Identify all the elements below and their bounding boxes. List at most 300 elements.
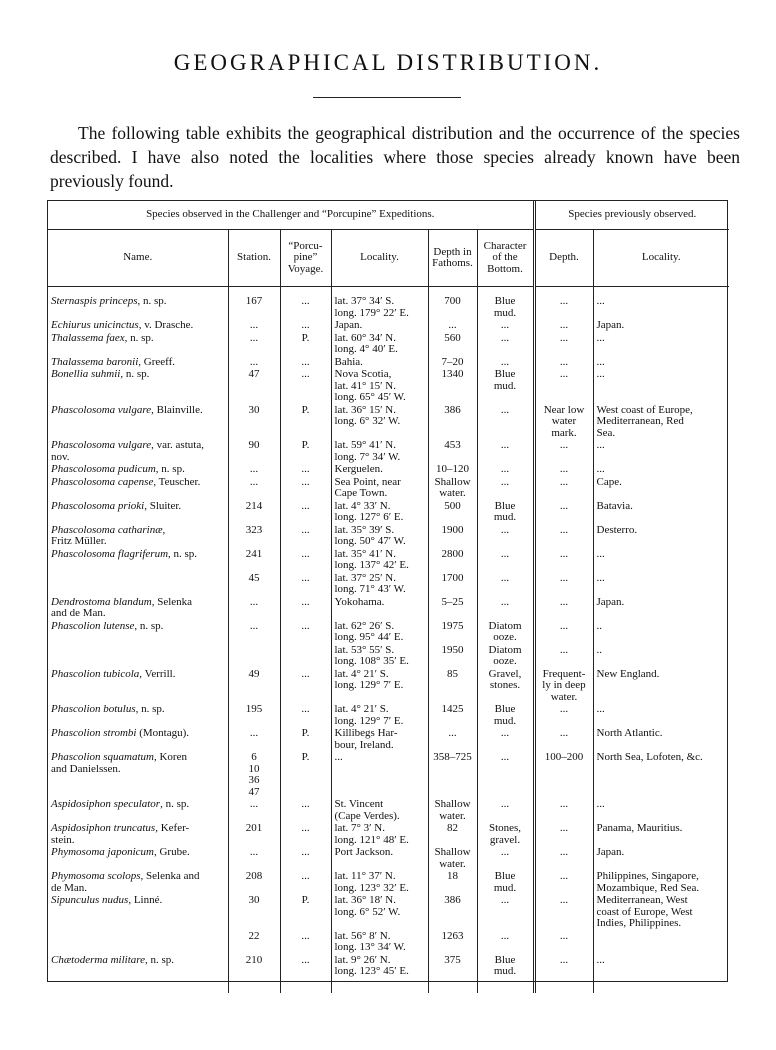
depth-cell — [428, 463, 477, 476]
station-cell — [228, 404, 280, 440]
species-binomial: Phascolion botulus — [51, 703, 136, 715]
station-cell-text: 47 — [248, 368, 260, 380]
porcupine-cell-text: ... — [301, 619, 310, 632]
bottom-cell-text: Gravel, stones. — [488, 667, 522, 691]
bottom-cell — [477, 930, 534, 954]
prev-locality-cell — [593, 476, 729, 500]
prev-depth-cell — [534, 319, 593, 332]
prev-locality-cell-text: ... — [596, 295, 605, 307]
locality-cell — [331, 368, 428, 404]
bottom-cell-text: ... — [500, 798, 510, 810]
depth-cell — [428, 822, 477, 846]
depth-cell — [428, 954, 477, 978]
species-name — [48, 463, 228, 476]
species-authority: , v. Drasche. — [138, 319, 194, 331]
station-cell-text: 49 — [248, 667, 260, 680]
station-cell — [228, 596, 280, 620]
prev-depth-cell — [534, 954, 593, 978]
porcupine-cell-text: P. — [301, 331, 310, 344]
bottom-cell — [477, 524, 534, 548]
prev-locality-cell-text: Panama, Mauritius. — [596, 822, 683, 834]
table-row — [48, 287, 729, 320]
depth-cell-text: ... — [448, 319, 457, 331]
bottom-cell — [477, 439, 534, 463]
bottom-cell-text: Diatom ooze. — [488, 619, 522, 643]
prev-depth-cell — [534, 703, 593, 727]
prev-depth-cell-text: ... — [559, 368, 569, 380]
prev-locality-cell-text: ... — [596, 355, 605, 368]
species-name — [48, 368, 228, 404]
prev-locality-cell — [593, 668, 729, 704]
species-binomial: Phascolion lutense — [51, 619, 135, 632]
depth-cell-text: 1950 — [441, 643, 464, 656]
locality-cell-text: lat. 37° 25′ N. long. 71° 43′ W. — [334, 571, 406, 595]
depth-cell — [428, 572, 477, 596]
porcupine-cell-text: P. — [301, 439, 310, 451]
prev-locality-cell-text: North Sea, Lofoten, &c. — [596, 751, 703, 763]
porcupine-cell — [280, 572, 331, 596]
table-row — [48, 500, 729, 524]
col-header-station: Station. — [228, 230, 280, 287]
depth-cell-text: 700 — [444, 295, 461, 307]
prev-depth-cell — [534, 751, 593, 798]
intro-text: The following table exhibits the geographical distribution and the occurrence of the species described. I have also noted the localities where those species already known have been previously found. — [50, 123, 740, 191]
table-row — [48, 439, 729, 463]
prev-locality-cell — [593, 620, 729, 644]
bottom-cell-text: ... — [500, 571, 510, 584]
depth-cell — [428, 356, 477, 369]
species-name — [48, 798, 228, 822]
prev-depth-cell-text: ... — [559, 475, 569, 488]
prev-locality-cell-text: .. — [596, 619, 602, 632]
porcupine-cell — [280, 822, 331, 846]
porcupine-cell — [280, 703, 331, 727]
depth-cell — [428, 751, 477, 798]
prev-locality-cell — [593, 751, 729, 798]
bottom-cell — [477, 703, 534, 727]
locality-cell-text: lat. 56° 8′ N. long. 13° 34′ W. — [334, 929, 406, 953]
group-header-previous: Species previously observed. — [534, 201, 729, 230]
porcupine-cell-text: ... — [301, 667, 310, 680]
depth-cell — [428, 332, 477, 356]
porcupine-cell — [280, 894, 331, 930]
locality-cell-text: lat. 4° 33′ N. long. 127° 6′ E. — [334, 499, 404, 523]
porcupine-cell — [280, 439, 331, 463]
prev-depth-cell-text: ... — [559, 953, 569, 966]
depth-cell-text: 1900 — [441, 523, 464, 536]
prev-depth-cell — [534, 846, 593, 870]
prev-depth-cell-text: ... — [559, 870, 569, 882]
bottom-cell-text: ... — [500, 846, 510, 858]
species-authority: , n. sp. — [145, 953, 175, 966]
station-cell — [228, 822, 280, 846]
station-cell — [228, 751, 280, 798]
locality-cell-text: lat. 35° 41′ N. long. 137° 42′ E. — [334, 547, 409, 571]
species-binomial: Aspidosiphon speculator — [51, 798, 161, 810]
distribution-table — [47, 200, 728, 982]
species-name — [48, 930, 228, 954]
depth-cell-text: 7–20 — [441, 355, 464, 368]
depth-cell — [428, 894, 477, 930]
prev-depth-cell-text: ... — [559, 894, 569, 906]
table-row — [48, 572, 729, 596]
prev-locality-cell — [593, 356, 729, 369]
depth-cell — [428, 870, 477, 894]
porcupine-cell — [280, 798, 331, 822]
prev-depth-cell-text: ... — [559, 355, 569, 368]
locality-cell-text: lat. 11° 37′ N. long. 123° 32′ E. — [334, 870, 409, 894]
species-authority: , Selenka and de Man. — [51, 595, 193, 619]
porcupine-cell-text: ... — [301, 499, 310, 512]
prev-locality-cell-text: Philippines, Singapore, Mozambique, Red Sea. — [596, 870, 700, 894]
station-cell — [228, 620, 280, 644]
bottom-cell — [477, 954, 534, 978]
depth-cell-text: Shallow water. — [434, 475, 471, 499]
depth-cell-text: ... — [448, 727, 457, 739]
prev-locality-cell — [593, 500, 729, 524]
prev-depth-cell-text: 100–200 — [544, 751, 584, 763]
station-cell-text: ... — [249, 798, 259, 810]
locality-cell — [331, 954, 428, 978]
station-cell — [228, 870, 280, 894]
locality-cell-text: lat. 59° 41′ N. long. 7° 34′ W. — [334, 439, 401, 463]
table-row — [48, 548, 729, 572]
depth-cell-text: 82 — [447, 822, 458, 834]
depth-cell-text: 560 — [444, 331, 461, 344]
bottom-cell-text: ... — [500, 547, 510, 560]
prev-depth-cell — [534, 894, 593, 930]
species-name — [48, 332, 228, 356]
bottom-cell — [477, 894, 534, 930]
table-row — [48, 404, 729, 440]
table-row — [48, 846, 729, 870]
bottom-cell — [477, 404, 534, 440]
depth-cell-text: 500 — [444, 499, 461, 512]
species-authority: , Koren and Danielssen. — [51, 751, 187, 775]
porcupine-cell-text: P. — [301, 894, 310, 906]
porcupine-cell — [280, 319, 331, 332]
species-binomial: Chætoderma militare — [51, 953, 146, 966]
bottom-cell-text: ... — [500, 523, 510, 536]
table-row — [48, 356, 729, 369]
porcupine-cell-text: ... — [301, 822, 310, 834]
species-authority: , Greeff. — [138, 355, 176, 368]
porcupine-cell — [280, 404, 331, 440]
prev-depth-cell — [534, 332, 593, 356]
species-authority: , Sluiter. — [144, 499, 182, 512]
locality-cell — [331, 822, 428, 846]
station-cell — [228, 368, 280, 404]
locality-cell-text: lat. 35° 39′ S. long. 50° 47′ W. — [334, 523, 406, 547]
species-name — [48, 319, 228, 332]
bottom-cell — [477, 822, 534, 846]
station-cell — [228, 500, 280, 524]
prev-locality-cell — [593, 703, 729, 727]
depth-cell-text: 1700 — [441, 571, 464, 584]
porcupine-cell-text: P. — [301, 403, 310, 416]
table-row — [48, 870, 729, 894]
station-cell — [228, 846, 280, 870]
species-binomial: Phymosoma japonicum — [51, 846, 154, 858]
prev-depth-cell — [534, 500, 593, 524]
porcupine-cell — [280, 368, 331, 404]
species-binomial: Aspidosiphon truncatus — [51, 822, 156, 834]
depth-cell — [428, 404, 477, 440]
species-name — [48, 846, 228, 870]
locality-cell — [331, 572, 428, 596]
locality-cell-text: lat. 4° 21′ S. long. 129° 7′ E. — [334, 703, 404, 727]
bottom-cell — [477, 548, 534, 572]
locality-cell — [331, 703, 428, 727]
station-cell-text: 210 — [245, 953, 263, 966]
species-authority: (Montagu). — [136, 727, 190, 739]
species-binomial: Sipunculus nudus — [51, 894, 129, 906]
species-name — [48, 524, 228, 548]
prev-locality-cell — [593, 822, 729, 846]
prev-depth-cell-text: ... — [559, 523, 569, 536]
porcupine-cell — [280, 332, 331, 356]
depth-cell — [428, 846, 477, 870]
locality-cell — [331, 463, 428, 476]
species-binomial: Thalassema baronii — [51, 355, 139, 368]
bottom-cell — [477, 287, 534, 320]
station-cell — [228, 548, 280, 572]
locality-cell — [331, 644, 428, 668]
species-binomial: Phascolion strombi — [51, 727, 137, 739]
bottom-cell-text: ... — [500, 894, 510, 906]
porcupine-cell-text: ... — [301, 953, 310, 966]
locality-cell — [331, 846, 428, 870]
porcupine-cell — [280, 620, 331, 644]
species-binomial: Sternaspis princeps — [51, 295, 138, 307]
prev-locality-cell — [593, 332, 729, 356]
locality-cell-text: Port Jackson. — [334, 846, 394, 858]
species-binomial: Phascolosoma pudicum — [51, 463, 156, 475]
prev-depth-cell — [534, 524, 593, 548]
prev-locality-cell — [593, 463, 729, 476]
table-row — [48, 703, 729, 727]
prev-depth-cell-text: ... — [559, 547, 569, 560]
locality-cell — [331, 319, 428, 332]
porcupine-cell — [280, 870, 331, 894]
locality-cell-text: ... — [334, 751, 343, 763]
locality-cell-text: lat. 4° 21′ S. long. 129° 7′ E. — [334, 667, 404, 691]
prev-depth-cell — [534, 727, 593, 751]
table-row — [48, 751, 729, 798]
depth-cell-text: 386 — [444, 894, 461, 906]
porcupine-cell — [280, 463, 331, 476]
prev-depth-cell-text: ... — [559, 319, 569, 331]
species-name — [48, 404, 228, 440]
species-name — [48, 703, 228, 727]
col-header-prev-locality: Locality. — [593, 230, 729, 287]
locality-cell — [331, 332, 428, 356]
locality-cell-text: lat. 7° 3′ N. long. 121° 48′ E. — [334, 822, 409, 846]
station-cell — [228, 287, 280, 320]
table-body — [48, 287, 729, 993]
locality-cell — [331, 596, 428, 620]
porcupine-cell — [280, 751, 331, 798]
species-binomial: Thalassema faex — [51, 331, 125, 344]
locality-cell-text: Killibegs Har- bour, Ireland. — [334, 727, 398, 751]
depth-cell — [428, 368, 477, 404]
bottom-cell — [477, 368, 534, 404]
depth-cell-text: 375 — [444, 953, 461, 966]
table-row — [48, 822, 729, 846]
bottom-cell-text: ... — [500, 319, 510, 331]
prev-depth-cell — [534, 287, 593, 320]
bottom-cell-text: Blue mud. — [493, 499, 517, 523]
prev-locality-cell-text: North Atlantic. — [596, 727, 663, 739]
prev-depth-cell — [534, 798, 593, 822]
station-cell-text: 45 — [248, 571, 260, 584]
porcupine-cell — [280, 727, 331, 751]
station-cell-text: ... — [249, 846, 259, 858]
locality-cell — [331, 404, 428, 440]
depth-cell — [428, 727, 477, 751]
species-authority: , n. sp. — [155, 463, 185, 475]
species-authority: , n. sp. — [137, 295, 167, 307]
locality-cell — [331, 524, 428, 548]
station-cell — [228, 798, 280, 822]
station-cell — [228, 476, 280, 500]
bottom-cell-text: ... — [500, 355, 510, 368]
prev-depth-cell-text: ... — [559, 929, 569, 942]
station-cell — [228, 332, 280, 356]
bottom-cell-text: Blue mud. — [493, 295, 517, 319]
station-cell-text: ... — [249, 463, 259, 475]
table-row — [48, 727, 729, 751]
station-cell — [228, 524, 280, 548]
locality-cell — [331, 439, 428, 463]
prev-depth-cell-text: ... — [559, 439, 569, 451]
table-row — [48, 332, 729, 356]
bottom-cell — [477, 463, 534, 476]
porcupine-cell-text: ... — [301, 703, 310, 715]
porcupine-cell — [280, 930, 331, 954]
title-rule — [313, 97, 461, 98]
prev-depth-cell-text: ... — [559, 643, 569, 656]
locality-cell — [331, 894, 428, 930]
bottom-cell-text: Blue mud. — [493, 953, 517, 977]
porcupine-cell — [280, 668, 331, 704]
species-name — [48, 727, 228, 751]
locality-cell — [331, 620, 428, 644]
bottom-cell — [477, 596, 534, 620]
species-authority: , n. sp. — [168, 547, 198, 560]
depth-cell-text: 1340 — [441, 368, 464, 380]
station-cell — [228, 668, 280, 704]
prev-depth-cell — [534, 548, 593, 572]
species-name — [48, 644, 228, 668]
table-row — [48, 319, 729, 332]
depth-cell-text: 85 — [447, 667, 458, 680]
station-cell — [228, 930, 280, 954]
bottom-cell — [477, 727, 534, 751]
prev-locality-cell-text: Desterro. — [596, 523, 638, 536]
species-name — [48, 287, 228, 320]
depth-cell-text: 1263 — [441, 929, 464, 942]
prev-depth-cell-text: ... — [559, 822, 569, 834]
prev-locality-cell-text: Japan. — [596, 319, 625, 331]
prev-locality-cell — [593, 439, 729, 463]
species-binomial: Echiurus unicinctus — [51, 319, 139, 331]
porcupine-cell-text: ... — [301, 475, 310, 488]
depth-cell-text: 2800 — [441, 547, 464, 560]
depth-cell-text: 5–25 — [441, 595, 464, 608]
prev-locality-cell — [593, 870, 729, 894]
table-row — [48, 954, 729, 978]
prev-locality-cell — [593, 596, 729, 620]
station-cell — [228, 356, 280, 369]
prev-depth-cell-text: ... — [559, 295, 569, 307]
prev-locality-cell — [593, 287, 729, 320]
porcupine-cell — [280, 596, 331, 620]
porcupine-cell — [280, 644, 331, 668]
porcupine-cell-text: ... — [301, 319, 310, 331]
table-row — [48, 596, 729, 620]
locality-cell-text: lat. 9° 26′ N. long. 123° 45′ E. — [334, 953, 409, 977]
station-cell — [228, 703, 280, 727]
species-binomial: Phascolion tubicola — [51, 667, 140, 680]
prev-depth-cell-text: ... — [559, 463, 569, 475]
species-name — [48, 439, 228, 463]
prev-depth-cell — [534, 356, 593, 369]
station-cell-text: 167 — [245, 295, 263, 307]
bottom-cell-text: ... — [500, 331, 510, 344]
locality-cell — [331, 356, 428, 369]
page-title: GEOGRAPHICAL DISTRIBUTION. — [173, 50, 603, 75]
prev-depth-cell-text: ... — [559, 703, 569, 715]
bottom-cell — [477, 332, 534, 356]
depth-cell — [428, 287, 477, 320]
col-header-prev-depth: Depth. — [534, 230, 593, 287]
prev-locality-cell — [593, 798, 729, 822]
station-cell-text: 22 — [248, 929, 260, 942]
species-binomial: Phascolosoma catharinæ — [51, 523, 163, 536]
depth-cell-text: 1425 — [441, 703, 464, 715]
porcupine-cell-text: ... — [301, 571, 310, 584]
depth-cell — [428, 930, 477, 954]
col-header-bottom: Character of the Bottom. — [477, 230, 534, 287]
prev-depth-cell — [534, 870, 593, 894]
prev-locality-cell-text: ... — [596, 703, 605, 715]
porcupine-cell-text: P. — [301, 751, 310, 763]
table-row — [48, 644, 729, 668]
prev-locality-cell-text: Cape. — [596, 475, 622, 488]
table-row — [48, 894, 729, 930]
porcupine-cell-text: ... — [301, 295, 310, 307]
species-authority: , Fritz Müller. — [51, 523, 166, 547]
porcupine-cell — [280, 954, 331, 978]
depth-cell — [428, 439, 477, 463]
station-cell — [228, 727, 280, 751]
prev-locality-cell-text: Japan. — [596, 846, 625, 858]
locality-cell — [331, 548, 428, 572]
station-cell-text: 241 — [245, 547, 263, 560]
prev-depth-cell-text: ... — [559, 619, 569, 632]
depth-cell — [428, 596, 477, 620]
depth-cell-text: 1975 — [441, 619, 464, 632]
depth-cell — [428, 548, 477, 572]
prev-locality-cell — [593, 846, 729, 870]
depth-cell — [428, 668, 477, 704]
prev-depth-cell-text: ... — [559, 571, 569, 584]
species-name — [48, 500, 228, 524]
prev-depth-cell — [534, 596, 593, 620]
station-cell — [228, 954, 280, 978]
col-header-porcupine: “Porcu-pine” Voyage. — [280, 230, 331, 287]
